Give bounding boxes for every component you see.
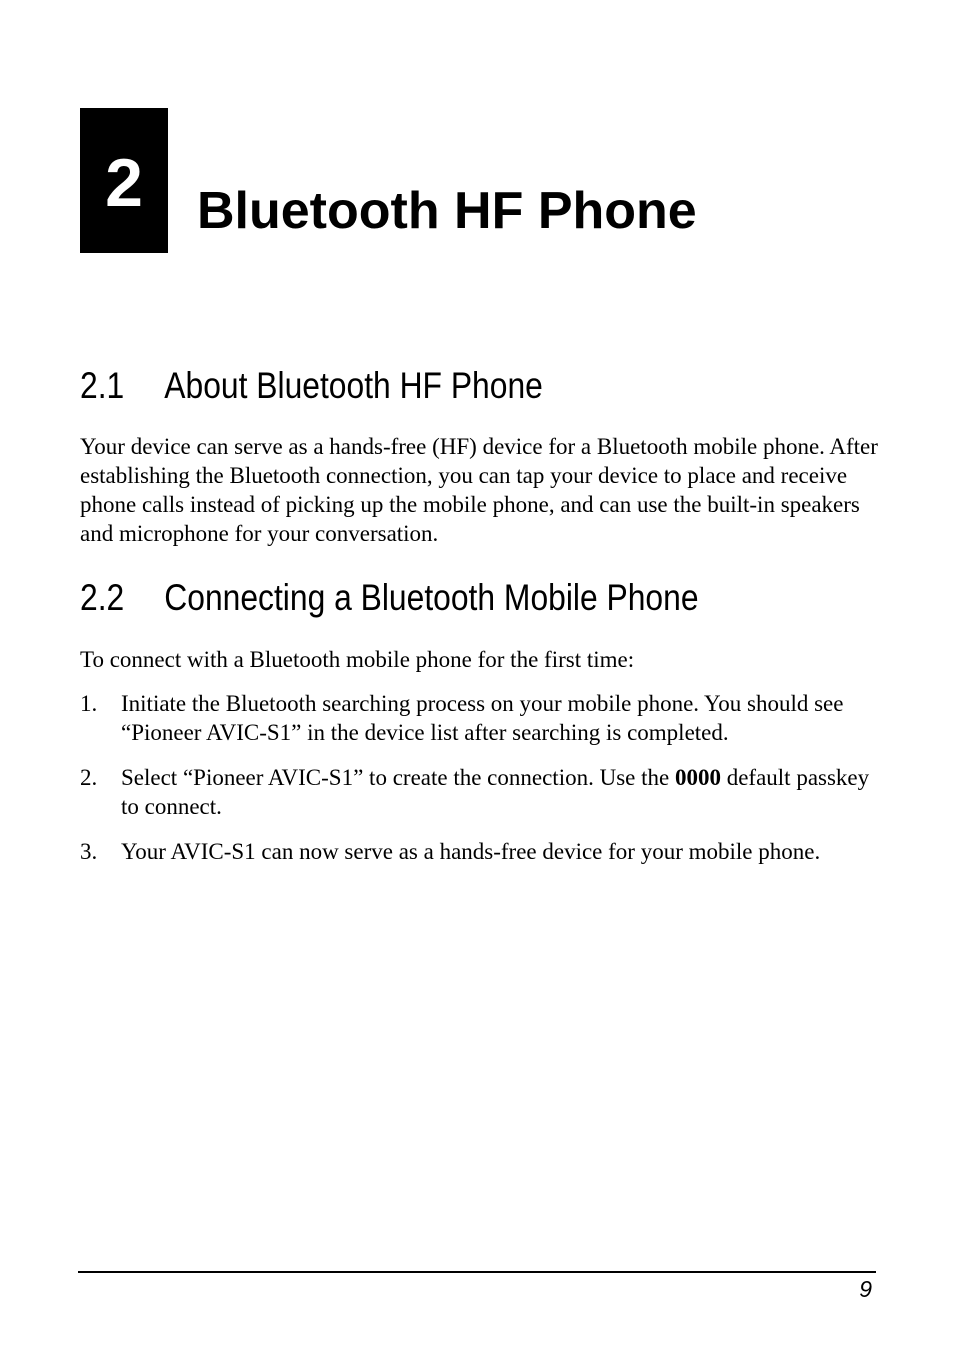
step-text-after: default passkey to connect. [121, 765, 870, 819]
step-number: 1. [80, 691, 98, 716]
section-title: About Bluetooth HF Phone [164, 365, 543, 406]
step-text-before: Select “Pioneer AVIC-S1” to create the connection. Use the [121, 765, 675, 790]
list-item [80, 689, 880, 747]
page-number: 9 [859, 1276, 872, 1302]
chapter-title: Bluetooth HF Phone [197, 182, 697, 240]
section-intro: To connect with a Bluetooth mobile phone for the first time: [80, 647, 635, 672]
step-text [121, 763, 880, 821]
section-number: 2.1 [80, 365, 125, 406]
section-title: Connecting a Bluetooth Mobile Phone [164, 577, 699, 618]
section-heading-2-2 [80, 576, 699, 620]
list-item [80, 837, 880, 866]
step-number: 3. [80, 839, 98, 864]
step-text: Your AVIC-S1 can now serve as a hands-free device for your mobile phone. [121, 839, 821, 864]
section-paragraph: Your device can serve as a hands-free (HF) device for a Bluetooth mobile phone. After establishing the Bluetooth connection, you can tap your device to place and receive phone calls instead of picking up the mobile phone, and can use the built-in speakers and microphone for your conversation. [80, 434, 878, 546]
section-number: 2.2 [80, 577, 125, 618]
chapter-number-box [80, 108, 168, 253]
list-item [80, 763, 880, 821]
step-number: 2. [80, 765, 98, 790]
passkey-value: 0000 [674, 765, 721, 790]
section-heading-2-1 [80, 364, 543, 408]
step-text: Initiate the Bluetooth searching process on your mobile phone. You should see “Pioneer AVIC-S1” in the device list after searching is completed. [121, 691, 844, 745]
footer-divider [78, 1271, 876, 1273]
chapter-number: 2 [105, 144, 143, 221]
steps-list [80, 689, 880, 882]
